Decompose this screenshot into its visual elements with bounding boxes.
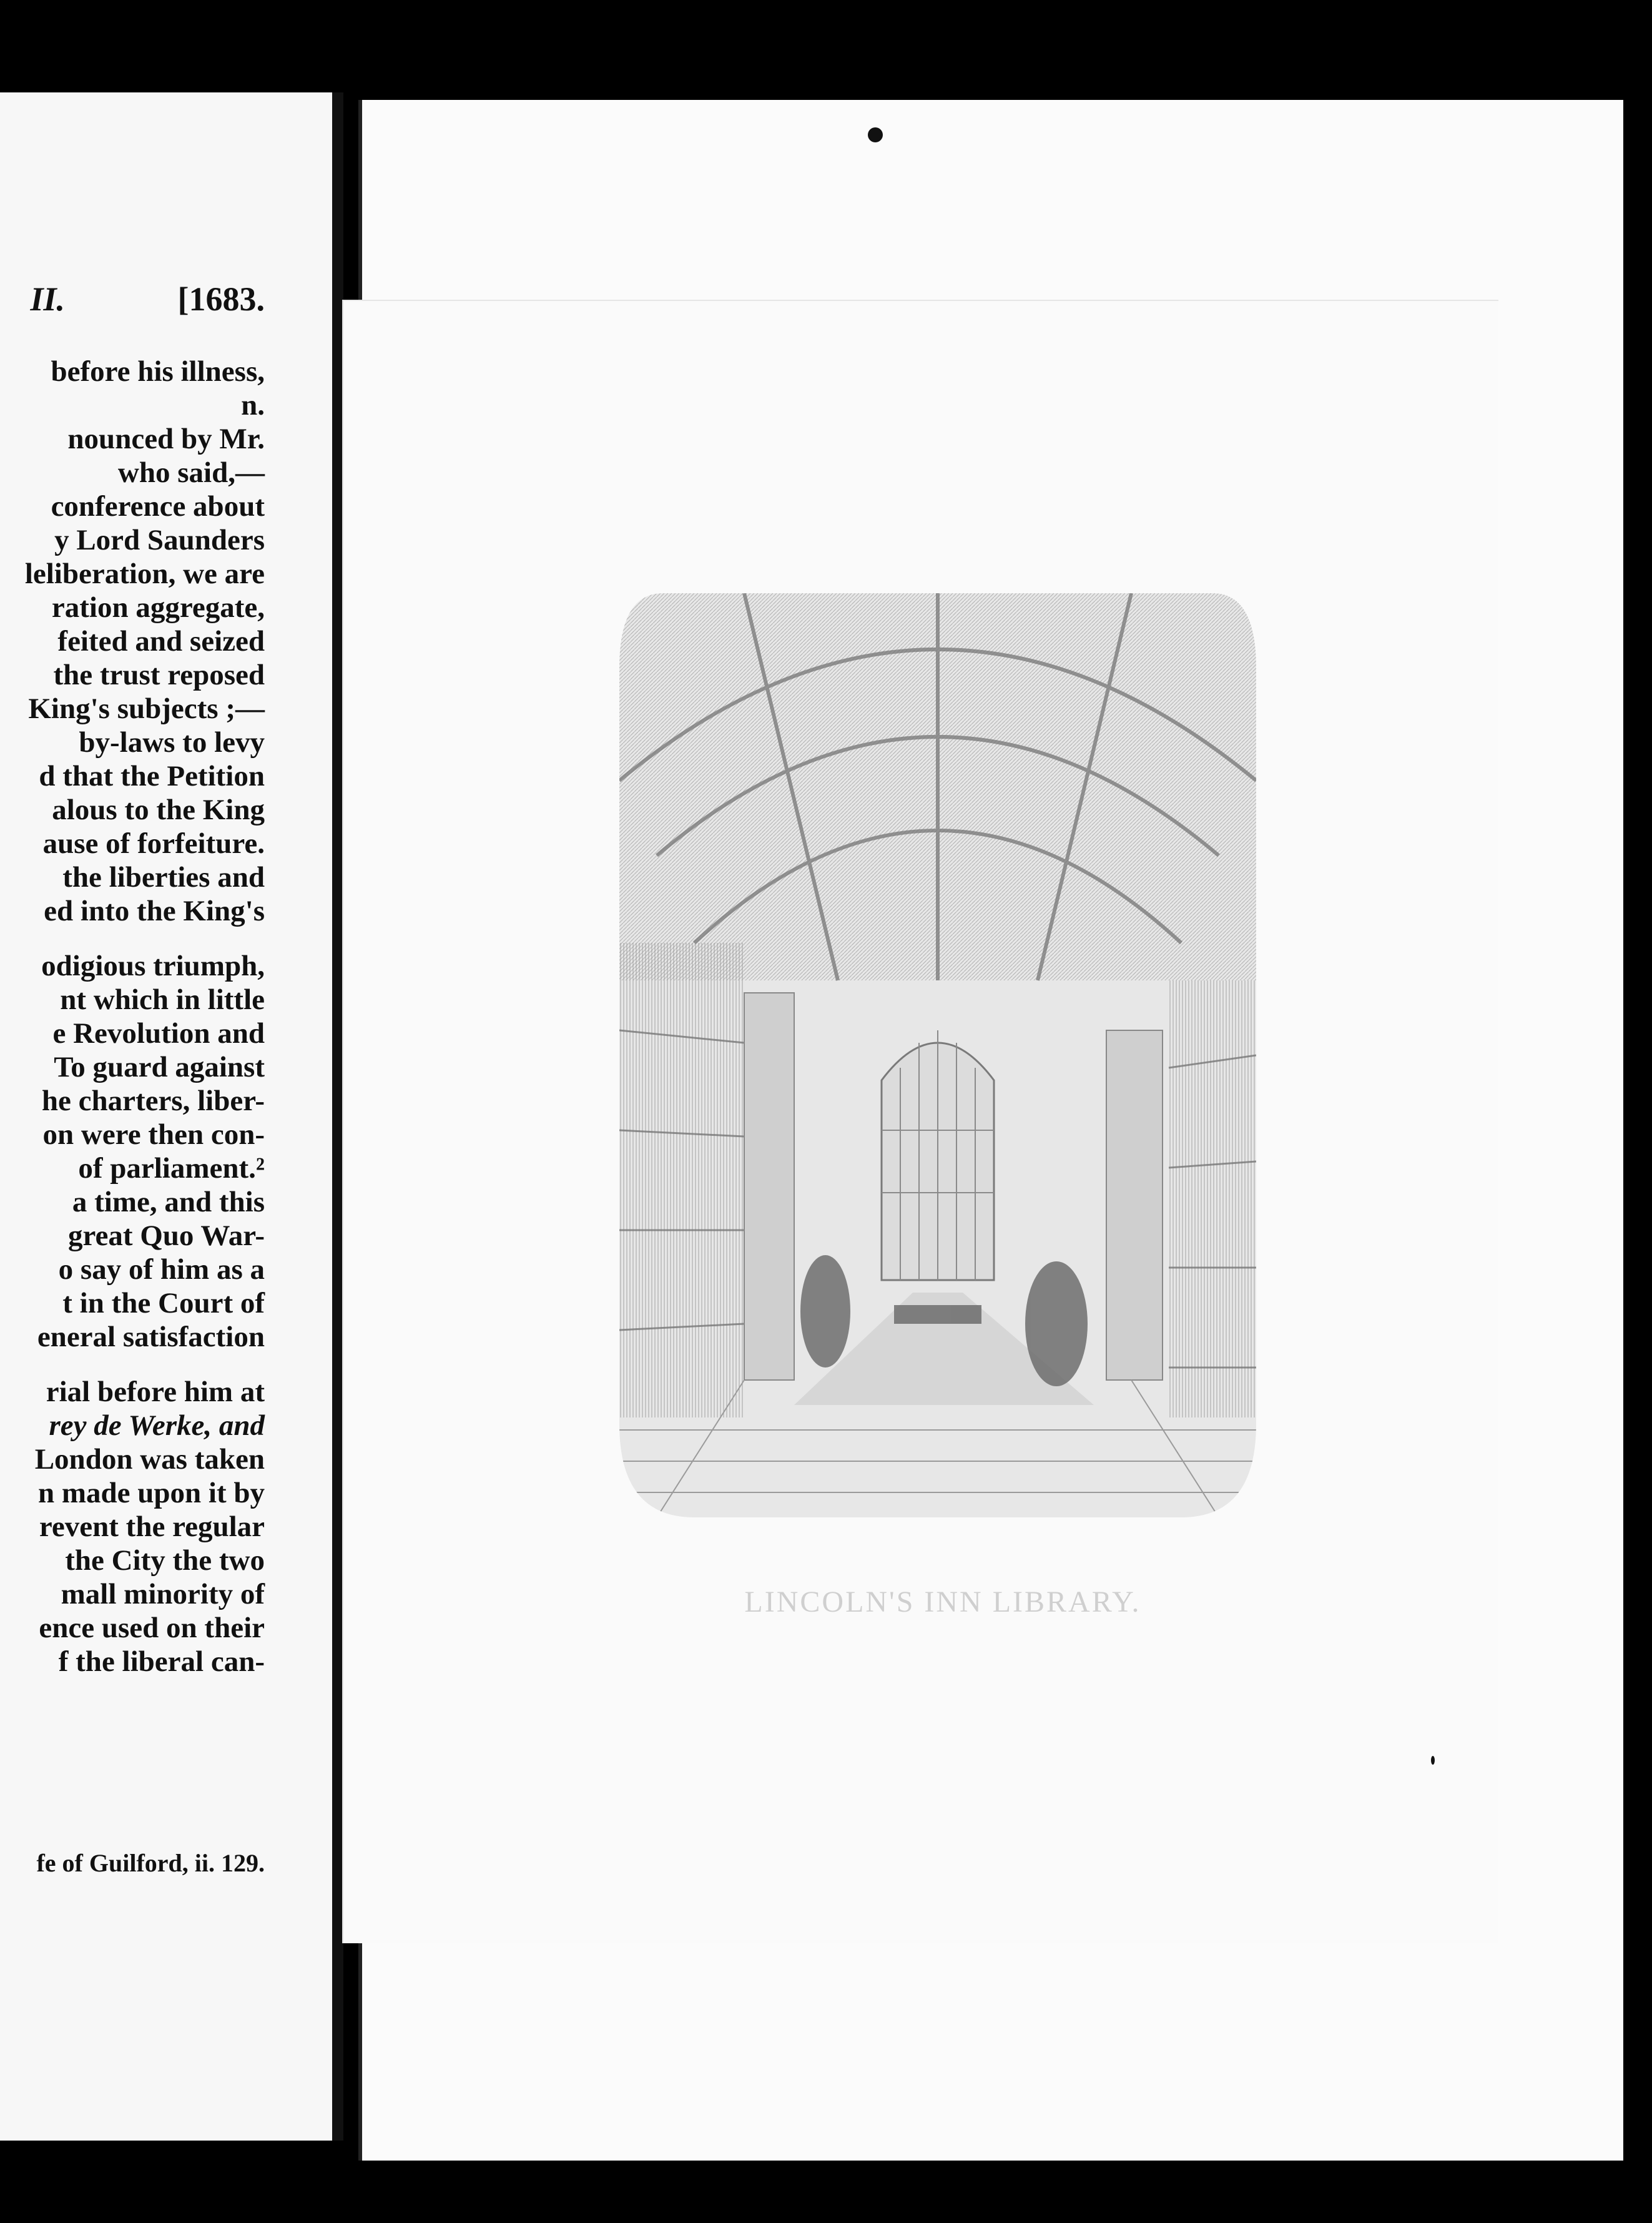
text-line: conference about — [51, 490, 265, 523]
text-line: y Lord Saunders — [54, 524, 265, 556]
engraving-image — [619, 593, 1256, 1517]
text-line: d that the Petition — [39, 760, 265, 792]
text-line: e Revolution and — [52, 1017, 265, 1050]
running-head-year: [1683. — [177, 280, 265, 318]
text-line: by-laws to levy — [79, 726, 265, 759]
left-page-text-block — [0, 92, 265, 2141]
ink-speck — [868, 127, 883, 142]
text-line: ed into the King's — [44, 895, 265, 927]
footnote: fe of Guilford, ii. 129. — [36, 1849, 265, 1877]
running-head-reign: II. — [30, 280, 65, 318]
text-line: great Quo War- — [67, 1220, 265, 1252]
text-line: t in the Court of — [62, 1287, 265, 1319]
text-line: ration aggregate, — [51, 591, 265, 624]
body-text — [0, 355, 265, 1678]
text-line: o say of him as a — [58, 1253, 265, 1286]
text-line: King's subjects ;— — [28, 693, 265, 725]
text-line: revent the regular — [39, 1511, 265, 1543]
text-line: the liberties and — [62, 861, 265, 894]
text-line: f the liberal can- — [58, 1645, 265, 1678]
text-line: the City the two — [65, 1544, 265, 1577]
text-line: leliberation, we are — [24, 558, 265, 590]
text-line: nounced by Mr. — [67, 423, 265, 455]
text-line: on were then con- — [42, 1118, 265, 1151]
left-page — [0, 92, 343, 2141]
text-line: who said,— — [117, 456, 265, 489]
text-line: ence used on their — [39, 1612, 265, 1644]
text-line: ause of forfeiture. — [42, 827, 265, 860]
text-line: of parliament.² — [78, 1152, 265, 1185]
text-line: nt which in little — [60, 983, 265, 1016]
text-line: rial before him at — [46, 1376, 265, 1408]
text-line: alous to the King — [52, 794, 265, 826]
text-line: before his illness, — [51, 355, 265, 388]
text-line: rey de Werke, and — [49, 1409, 265, 1442]
text-line: odigious triumph, — [41, 950, 265, 982]
text-line: a time, and this — [72, 1186, 265, 1218]
ink-speck — [1431, 1756, 1435, 1765]
text-line: the trust reposed — [53, 659, 265, 691]
plate-caption: LINCOLN'S INN LIBRARY. — [744, 1585, 1141, 1619]
text-line: eneral satisfaction — [37, 1321, 265, 1353]
text-line: n. — [241, 389, 265, 421]
text-line: n made upon it by — [37, 1477, 265, 1509]
text-line: he charters, liber- — [41, 1085, 265, 1117]
text-line: To guard against — [54, 1051, 265, 1083]
text-line: mall minority of — [61, 1578, 265, 1610]
text-line: feited and seized — [57, 625, 265, 658]
running-head — [0, 280, 265, 330]
text-line: London was taken — [34, 1443, 265, 1476]
